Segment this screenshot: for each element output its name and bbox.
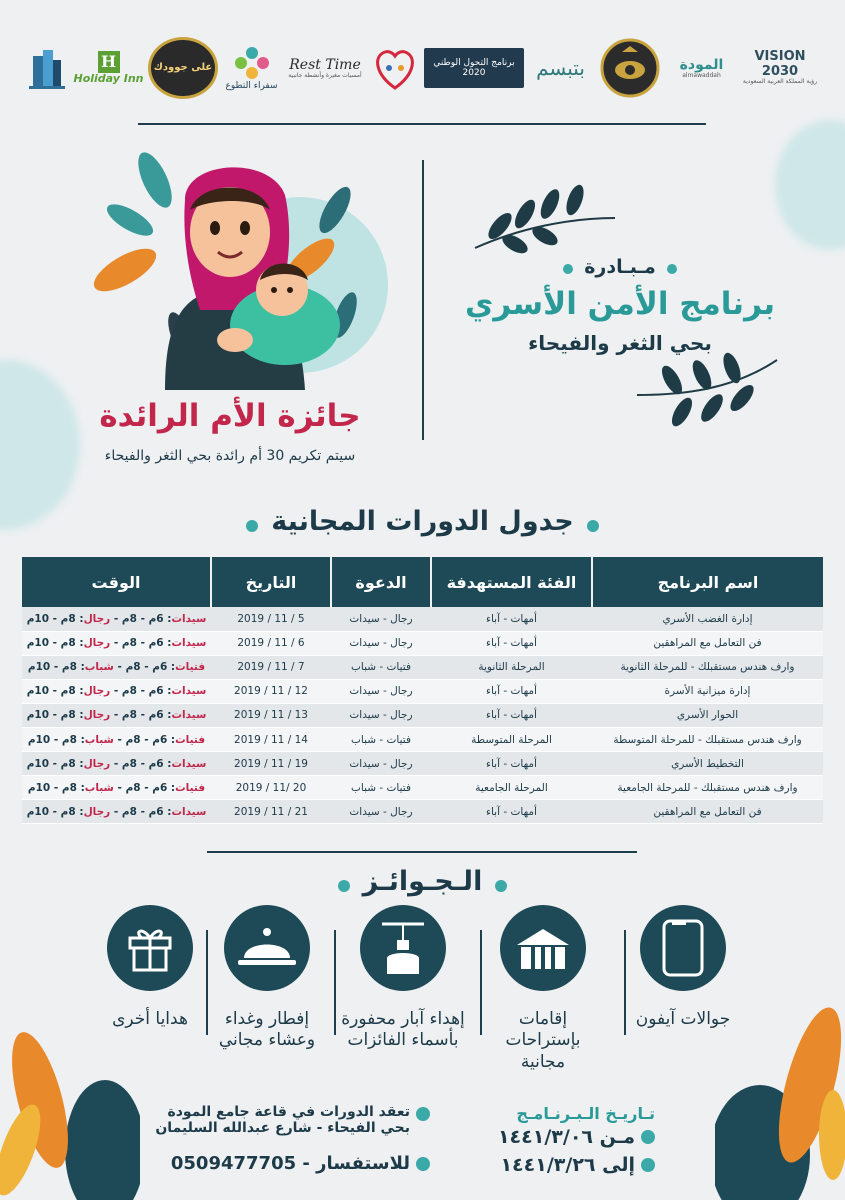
cell-target: أمهات - آباء — [431, 679, 592, 703]
mother-illustration — [70, 140, 390, 400]
cell-invite: رجال - سيدات — [331, 800, 431, 824]
cell-target: المرحلة الجامعية — [431, 776, 592, 800]
dot-icon — [563, 264, 573, 274]
time-group-label: رجال — [83, 685, 111, 698]
time-separator: - — [113, 733, 126, 746]
initiative-label: مـبـادرة — [584, 256, 656, 278]
logo-resttime: Rest Time أمسيات مغيرة وأنشطة جانبية — [288, 56, 362, 79]
phone-row — [150, 1153, 430, 1174]
cell-time — [22, 655, 211, 679]
prize-label: جوالات آيفون — [635, 1009, 731, 1029]
branch-bottom-icon — [632, 350, 782, 435]
cell-time — [22, 752, 211, 776]
heart-family-icon — [371, 42, 419, 94]
food-dome-icon — [236, 926, 298, 970]
time-range: : 6م - 8م — [121, 757, 172, 770]
prize-item — [212, 905, 322, 1052]
program-district: بحي الثغر والفيحاء — [528, 331, 712, 355]
time-range: : 6م - 8م — [121, 685, 172, 698]
cell-target: المرحلة الثانوية — [431, 655, 592, 679]
prizes-title-wrap — [300, 866, 545, 897]
time-range: : 8م - 10م — [26, 757, 84, 770]
date-to-row — [480, 1154, 655, 1176]
cell-date: 5 / 11 / 2019 — [211, 607, 331, 631]
whatsapp-icon — [416, 1157, 430, 1171]
time-separator: - — [110, 612, 122, 625]
date-from: مـن ١٤٤١/٣/٠٦ — [497, 1126, 635, 1148]
time-group-label: رجال — [83, 805, 111, 818]
time-range: : 8م - 10م — [27, 781, 85, 794]
award-subtitle: سيتم تكريم 30 أم رائدة بحي الثغر والفيحاء — [104, 448, 356, 464]
time-range: : 6م - 8م — [121, 612, 172, 625]
award-title: جائزة الأم الرائدة — [99, 398, 361, 434]
cell-target: أمهات - آباء — [431, 800, 592, 824]
col-header-name: اسم البرنامج — [592, 557, 823, 607]
sponsor-logos — [25, 28, 820, 108]
dates-title: تـاريـخ الـبـرنـامـج — [516, 1104, 655, 1123]
prize-label: إقامات بإستراحات مجانية — [505, 1009, 581, 1072]
logo-ntp: برنامج التحول الوطني 2020 — [424, 48, 524, 88]
logo-almawadda: المودة almawaddah — [679, 56, 724, 79]
tent-icon — [513, 925, 573, 971]
time-range: : 6م - 8م — [125, 661, 176, 674]
bg-blob-right — [775, 120, 845, 250]
time-separator: - — [110, 709, 122, 722]
time-group-label: سيدات — [171, 757, 207, 770]
cell-invite: رجال - سيدات — [331, 679, 431, 703]
time-separator: - — [110, 685, 122, 698]
cell-date: 20 /11 / 2019 — [211, 776, 331, 800]
dot-icon — [495, 880, 507, 892]
time-group-label: رجال — [83, 612, 111, 625]
time-range: : 8م - 10م — [26, 612, 84, 625]
cell-target: أمهات - آباء — [431, 703, 592, 727]
cell-time — [22, 679, 211, 703]
time-group-label: شباب — [84, 733, 114, 746]
time-range: : 8م - 10م — [26, 709, 84, 722]
phone-text[interactable]: للاستفسار - 0509477705 — [170, 1153, 410, 1174]
cell-name: إدارة الغضب الأسري — [592, 607, 823, 631]
cell-name: إدارة ميزانية الأسرة — [592, 679, 823, 703]
cell-time — [22, 703, 211, 727]
cell-invite: فتيات - شباب — [331, 727, 431, 751]
col-header-date: التاريخ — [211, 557, 331, 607]
table-header-row — [22, 557, 823, 607]
time-group-label: فتيات — [175, 733, 206, 746]
well-icon — [380, 918, 426, 978]
prize-label: إهداء آبار محفورة بأسماء الفائزات — [341, 1009, 465, 1051]
table-row — [22, 776, 823, 800]
date-to: إلى ١٤٤١/٣/٢٦ — [500, 1154, 635, 1176]
location-icon — [416, 1107, 430, 1121]
prizes-title: الـجـوائـز — [362, 866, 483, 897]
cell-invite: رجال - سيدات — [331, 703, 431, 727]
cell-name: الحوار الأسري — [592, 703, 823, 727]
dot-icon — [338, 880, 350, 892]
schedule-title: جدول الدورات المجانية — [271, 506, 574, 537]
leaf-decoration-right — [715, 985, 845, 1200]
table-row — [22, 679, 823, 703]
cell-invite: رجال - سيدات — [331, 607, 431, 631]
time-group-label: سيدات — [171, 709, 207, 722]
prize-item — [338, 905, 468, 1052]
venue-line1: تعقد الدورات في قاعة جامع المودة — [167, 1104, 410, 1120]
dot-icon — [667, 264, 677, 274]
time-range: : 6م - 8م — [125, 733, 176, 746]
bg-blob-left — [0, 360, 80, 530]
logo-holidayinn: H Holiday Inn — [73, 51, 144, 85]
initiative-label-wrap — [450, 256, 790, 278]
prize-divider — [206, 930, 208, 1035]
cell-date: 21 / 11 / 2019 — [211, 800, 331, 824]
col-header-invite: الدعوة — [331, 557, 431, 607]
col-header-time: الوقت — [22, 557, 211, 607]
table-row — [22, 631, 823, 655]
time-separator: - — [110, 757, 122, 770]
prize-label: هدايا أخرى — [112, 1009, 188, 1029]
schedule-title-wrap — [200, 506, 645, 537]
venue-row — [150, 1104, 430, 1136]
time-range: : 8م - 10م — [27, 733, 85, 746]
time-group-label: سيدات — [171, 805, 207, 818]
gift-icon — [124, 922, 176, 974]
time-group-label: فتيات — [175, 781, 206, 794]
cell-invite: رجال - سيدات — [331, 631, 431, 655]
col-header-target: الفئة المستهدفة — [431, 557, 592, 607]
cell-target: المرحلة المتوسطة — [431, 727, 592, 751]
cell-invite: فتيات - شباب — [331, 776, 431, 800]
cell-time — [22, 776, 211, 800]
time-range: : 6م - 8م — [125, 781, 176, 794]
cell-date: 14 / 11 / 2019 — [211, 727, 331, 751]
cell-target: أمهات - آباء — [431, 752, 592, 776]
branch-top-icon — [470, 178, 620, 258]
cell-target: أمهات - آباء — [431, 631, 592, 655]
date-from-row — [480, 1126, 655, 1148]
cell-time — [22, 800, 211, 824]
table-row — [22, 752, 823, 776]
cell-date: 12 / 11 / 2019 — [211, 679, 331, 703]
cell-name: وارف هندس مستقبلك - للمرحلة المتوسطة — [592, 727, 823, 751]
cell-date: 19 / 11 / 2019 — [211, 752, 331, 776]
logo-sufara: سفراء التطوع — [222, 45, 282, 91]
divider-mid — [207, 851, 637, 853]
time-range: : 6م - 8م — [121, 637, 172, 650]
logo-building — [25, 46, 69, 90]
time-separator: - — [113, 781, 126, 794]
cell-name: فن التعامل مع المراهقين — [592, 800, 823, 824]
time-group-label: شباب — [84, 781, 114, 794]
time-group-label: سيدات — [171, 637, 207, 650]
time-group-label: رجال — [83, 709, 111, 722]
prize-divider — [624, 930, 626, 1035]
table-row — [22, 703, 823, 727]
table-row — [22, 607, 823, 631]
building-icon — [29, 46, 65, 90]
cell-time — [22, 727, 211, 751]
prize-divider — [334, 930, 336, 1035]
cell-time — [22, 607, 211, 631]
cell-invite: فتيات - شباب — [331, 655, 431, 679]
police-emblem-icon — [600, 38, 660, 98]
time-separator: - — [110, 637, 122, 650]
logo-bitabassum: بتبسم — [536, 55, 585, 80]
divider-top — [138, 123, 706, 125]
time-group-label: سيدات — [171, 612, 207, 625]
calendar-icon — [641, 1158, 655, 1172]
logo-police — [597, 38, 663, 98]
holidayinn-h-icon: H — [98, 51, 120, 73]
prize-label: إفطار وغداء وعشاء مجاني — [218, 1009, 316, 1051]
cell-target: أمهات - آباء — [431, 607, 592, 631]
program-title: برنامج الأمن الأسري — [464, 286, 775, 322]
schedule-table — [22, 557, 823, 824]
cell-name: وارف هندس مستقبلك - للمرحلة الجامعية — [592, 776, 823, 800]
time-group-label: رجال — [83, 757, 111, 770]
logo-ala-joodak: على جوودك — [148, 37, 218, 99]
phone-icon — [658, 918, 708, 978]
cell-invite: رجال - سيدات — [331, 752, 431, 776]
time-range: : 6م - 8م — [121, 709, 172, 722]
time-separator: - — [113, 661, 126, 674]
cell-name: وارف هندس مستقبلك - للمرحلة الثانوية — [592, 655, 823, 679]
time-group-label: سيدات — [171, 685, 207, 698]
divider-vertical — [422, 160, 424, 440]
time-range: : 8م - 10م — [27, 661, 85, 674]
table-row — [22, 655, 823, 679]
table-row — [22, 727, 823, 751]
calendar-icon — [641, 1130, 655, 1144]
venue-line2: بحي الفيحاء - شارع عبدالله السليمان — [155, 1120, 410, 1136]
table-row — [22, 800, 823, 824]
cell-date: 7 / 11 / 2019 — [211, 655, 331, 679]
time-group-label: شباب — [84, 661, 114, 674]
volunteer-flower-icon — [233, 45, 271, 81]
time-group-label: رجال — [83, 637, 111, 650]
dot-icon — [246, 520, 258, 532]
leaf-decoration-left — [0, 1000, 140, 1200]
time-range: : 8م - 10م — [26, 637, 84, 650]
logo-charity — [369, 42, 421, 94]
cell-time — [22, 631, 211, 655]
time-range: : 6م - 8م — [121, 805, 172, 818]
cell-date: 13 / 11 / 2019 — [211, 703, 331, 727]
time-range: : 8م - 10م — [26, 805, 84, 818]
cell-name: فن التعامل مع المراهقين — [592, 631, 823, 655]
cell-name: التخطيط الأسري — [592, 752, 823, 776]
dot-icon — [587, 520, 599, 532]
prize-divider — [480, 930, 482, 1035]
prize-item — [488, 905, 598, 1073]
cell-date: 6 / 11 / 2019 — [211, 631, 331, 655]
logo-vision2030: VISION 2030 رؤية المملكة العربية السعودية — [742, 48, 818, 86]
time-separator: - — [110, 805, 122, 818]
time-group-label: فتيات — [175, 661, 206, 674]
time-range: : 8م - 10م — [26, 685, 84, 698]
